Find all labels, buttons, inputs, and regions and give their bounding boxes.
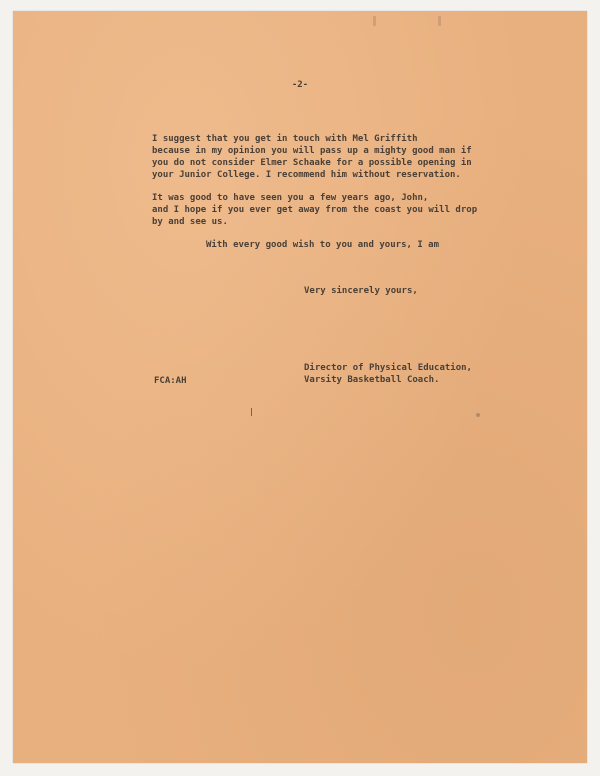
paragraph-1-line-1: I suggest that you get in touch with Mel Griffith — [152, 134, 418, 144]
letter-page — [13, 11, 587, 763]
complimentary-close: Very sincerely yours, — [304, 286, 418, 296]
paragraph-2-line-2: and I hope if you ever get away from the coast you will drop — [152, 205, 478, 215]
typist-initials: FCA:AH — [154, 376, 187, 386]
paragraph-1-line-2: because in my opinion you will pass up a mighty good man if — [152, 146, 472, 156]
closing-wish: With every good wish to you and yours, I am — [206, 240, 439, 250]
signer-title-line-2: Varsity Basketball Coach. — [304, 375, 440, 385]
paper-blemish — [476, 413, 480, 417]
stray-pen-mark — [251, 408, 252, 416]
paper-stain — [373, 16, 376, 26]
paragraph-2-line-1: It was good to have seen you a few years ago, John, — [152, 193, 429, 203]
page-number: -2- — [291, 80, 309, 90]
paragraph-2-line-3: by and see us. — [152, 217, 228, 227]
signer-title-line-1: Director of Physical Education, — [304, 363, 472, 373]
paper-stain — [438, 16, 441, 26]
paragraph-1-line-3: you do not consider Elmer Schaake for a possible opening in — [152, 158, 472, 168]
paragraph-1-line-4: your Junior College. I recommend him without reservation. — [152, 170, 461, 180]
